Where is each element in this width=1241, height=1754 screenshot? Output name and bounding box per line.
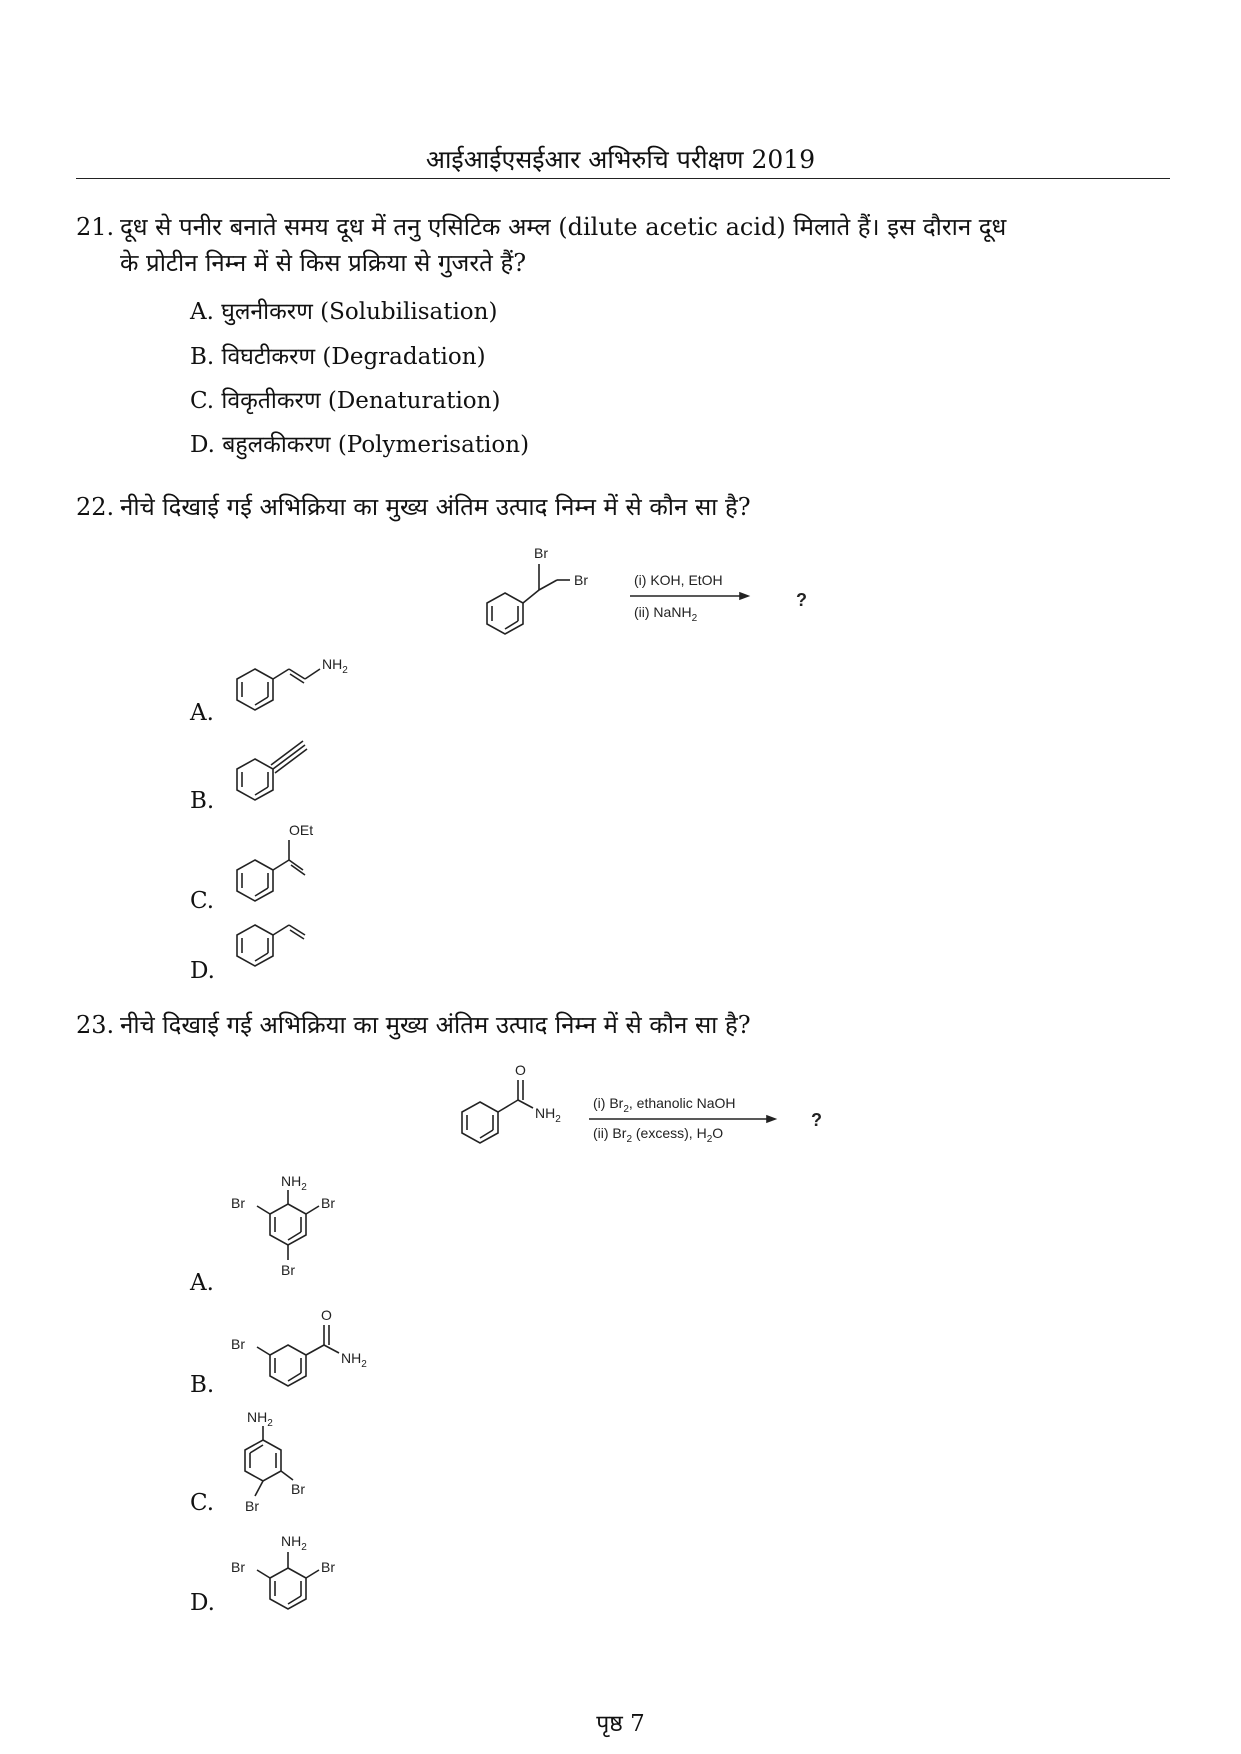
carbonyl-oxygen-label: O (321, 1308, 332, 1323)
product-placeholder: ? (796, 590, 807, 610)
bromine-label: Br (281, 1262, 295, 1278)
reagent-1: (i) $Br_2$, ethanolic NaOH (593, 1095, 736, 1115)
bromine-label: Br (231, 1195, 245, 1211)
bromine-label: Br (291, 1481, 305, 1497)
q23-option-d-label: D. (190, 1590, 215, 1616)
q22-option-c-label: C. (190, 888, 215, 914)
question-text-line-2: के प्रोटीन निम्न में से किस प्रक्रिया से गुजरते हैं? (120, 249, 527, 277)
q22-option-b-structure (225, 735, 375, 805)
page-header: आईआईएसईआर अभिरुचि परीक्षण 2019 (425, 145, 816, 174)
q22-option-a-structure (225, 655, 375, 725)
q21-option-c: C. विकृतीकरण (Denaturation) (190, 388, 501, 414)
amide-label: $NH_2$ (535, 1105, 561, 1125)
q23-option-c-label: C. (190, 1490, 215, 1516)
q23-reaction-scheme (445, 1058, 865, 1153)
q23-option-c-structure (225, 1408, 375, 1518)
bromine-label: Br (231, 1336, 245, 1352)
question-23 (0, 1008, 1241, 1048)
page-number: पृष्ठ 7 (596, 1711, 645, 1737)
q23-option-b-structure (225, 1308, 395, 1388)
question-number: 23. (76, 1011, 115, 1039)
amine-label: $NH_2$ (322, 656, 348, 676)
q22-option-d-label: D. (190, 958, 215, 984)
bromine-label: Br (231, 1559, 245, 1575)
bromine-label: Br (574, 572, 588, 588)
q23-option-a-structure (225, 1172, 375, 1297)
q22-reaction-scheme (470, 540, 830, 640)
q21-option-a: A. घुलनीकरण (Solubilisation) (190, 299, 498, 325)
bromine-label: Br (321, 1195, 335, 1211)
question-text: नीचे दिखाई गई अभिक्रिया का मुख्य अंतिम उत्पाद निम्न में से कौन सा है? (120, 493, 751, 521)
amine-label: $NH_2$ (281, 1533, 307, 1553)
question-21 (0, 210, 1241, 290)
q23-option-a-label: A. (190, 1270, 214, 1296)
q23-option-d-structure (225, 1530, 375, 1620)
bromine-label: Br (321, 1559, 335, 1575)
question-22 (0, 490, 1241, 530)
carbonyl-oxygen-label: O (515, 1062, 526, 1078)
question-text-line-1: दूध से पनीर बनाते समय दूध में तनु एसिटिक अम्ल (dilute acetic acid) मिलाते हैं। इस दौरान दूध (120, 213, 1007, 241)
reagent-1: (i) KOH, EtOH (634, 572, 723, 588)
amide-label: $NH_2$ (341, 1350, 367, 1370)
q23-option-b-label: B. (190, 1372, 215, 1398)
q21-option-d: D. बहुलकीकरण (Polymerisation) (190, 432, 530, 458)
q22-option-a-label: A. (190, 700, 214, 726)
question-text: नीचे दिखाई गई अभिक्रिया का मुख्य अंतिम उत्पाद निम्न में से कौन सा है? (120, 1011, 751, 1039)
q22-option-c-structure (225, 820, 375, 905)
q22-option-d-structure (225, 915, 375, 975)
bromine-label: Br (534, 545, 548, 561)
reagent-2: (ii) NaNH$_2$ (634, 604, 698, 624)
product-placeholder: ? (811, 1110, 822, 1130)
bromine-label: Br (245, 1498, 259, 1514)
ethoxy-label: OEt (289, 822, 314, 838)
question-number: 22. (76, 493, 115, 521)
amine-label: $NH_2$ (247, 1409, 273, 1429)
q22-option-b-label: B. (190, 788, 215, 814)
question-number: 21. (76, 213, 115, 241)
q21-option-b: B. विघटीकरण (Degradation) (190, 344, 486, 370)
header-rule (76, 178, 1170, 179)
amine-label: $NH_2$ (281, 1173, 307, 1193)
reagent-2: (ii) $Br_2$ (excess), $H_2O$ (593, 1125, 724, 1145)
